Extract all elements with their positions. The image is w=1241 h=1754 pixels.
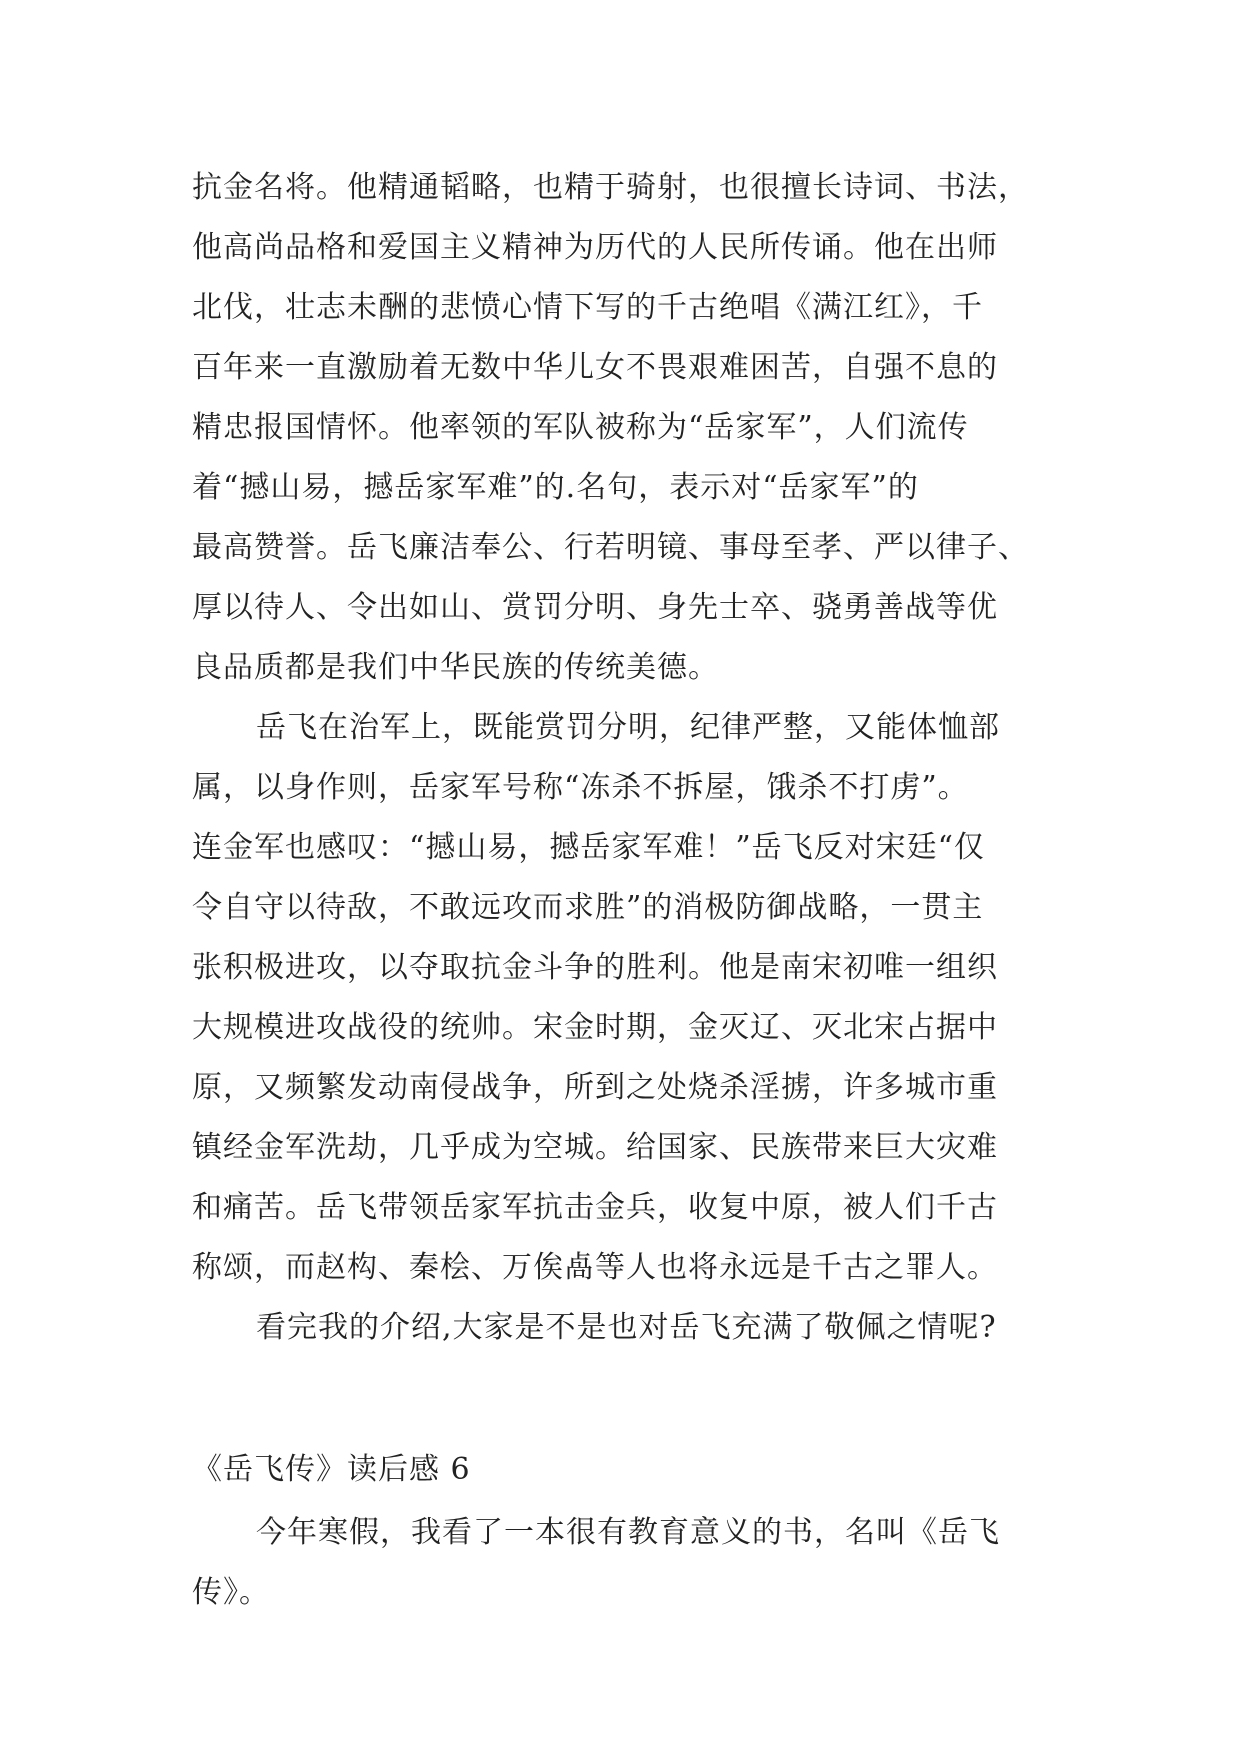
text-line: 厚以待人、令出如山、赏罚分明、身先士卒、骁勇善战等优 [192, 590, 998, 625]
text-line: 岳飞在治军上，既能赏罚分明，纪律严整，又能体恤部 [256, 710, 1000, 745]
text-line: 北伐，壮志未酬的悲愤心情下写的千古绝唱《满江红》，千 [192, 290, 983, 325]
text-line: 原，又频繁发动南侵战争，所到之处烧杀淫掳，许多城市重 [192, 1070, 998, 1105]
text-line: 令自守以待敌，不敢远攻而求胜”的消极防御战略，一贯主 [192, 890, 984, 925]
text-line: 良品质都是我们中华民族的传统美德。 [192, 650, 719, 685]
text-line: 百年来一直激励着无数中华儿女不畏艰难困苦，自强不息的 [192, 350, 998, 385]
text-line: 张积极进攻，以夺取抗金斗争的胜利。他是南宋初唯一组织 [192, 950, 998, 985]
text-line: 着“撼山易，撼岳家军难”的.名句，表示对“岳家军”的 [192, 470, 919, 505]
text-line: 看完我的介绍,大家是不是也对岳飞充满了敬佩之情呢? [256, 1310, 997, 1345]
text-line: 大规模进攻战役的统帅。宋金时期，金灭辽、灭北宋占据中 [192, 1010, 998, 1045]
text-line: 他高尚品格和爱国主义精神为历代的人民所传诵。他在出师 [192, 230, 998, 265]
text-line: 称颂，而赵构、秦桧、万俟卨等人也将永远是千古之罪人。 [192, 1250, 998, 1285]
text-line: 传》。 [192, 1575, 270, 1610]
text-line: 精忠报国情怀。他率领的军队被称为“岳家军”，人们流传 [192, 410, 969, 445]
text-line: 最高赞誉。岳飞廉洁奉公、行若明镜、事母至孝、严以律子、 [192, 530, 1029, 565]
paragraph-2 [192, 698, 1052, 1298]
text-line: 镇经金军洗劫，几乎成为空城。给国家、民族带来巨大灾难 [192, 1130, 998, 1165]
text-line: 抗金名将。他精通韬略，也精于骑射，也很擅长诗词、书法， [192, 170, 1029, 205]
section-heading: 《岳飞传》读后感 6 [192, 1452, 471, 1487]
text-line: 连金军也感叹：“撼山易，撼岳家军难！”岳飞反对宋廷“仅 [192, 830, 986, 865]
paragraph-3 [192, 1298, 1052, 1358]
paragraph-1 [192, 158, 1052, 698]
text-line: 今年寒假，我看了一本很有教育意义的书，名叫《岳飞 [256, 1515, 1000, 1550]
text-line: 和痛苦。岳飞带领岳家军抗击金兵，收复中原，被人们千古 [192, 1190, 998, 1225]
text-line: 属，以身作则，岳家军号称“冻杀不拆屋，饿杀不打虏”。 [192, 770, 969, 805]
section-paragraph [192, 1503, 1052, 1623]
